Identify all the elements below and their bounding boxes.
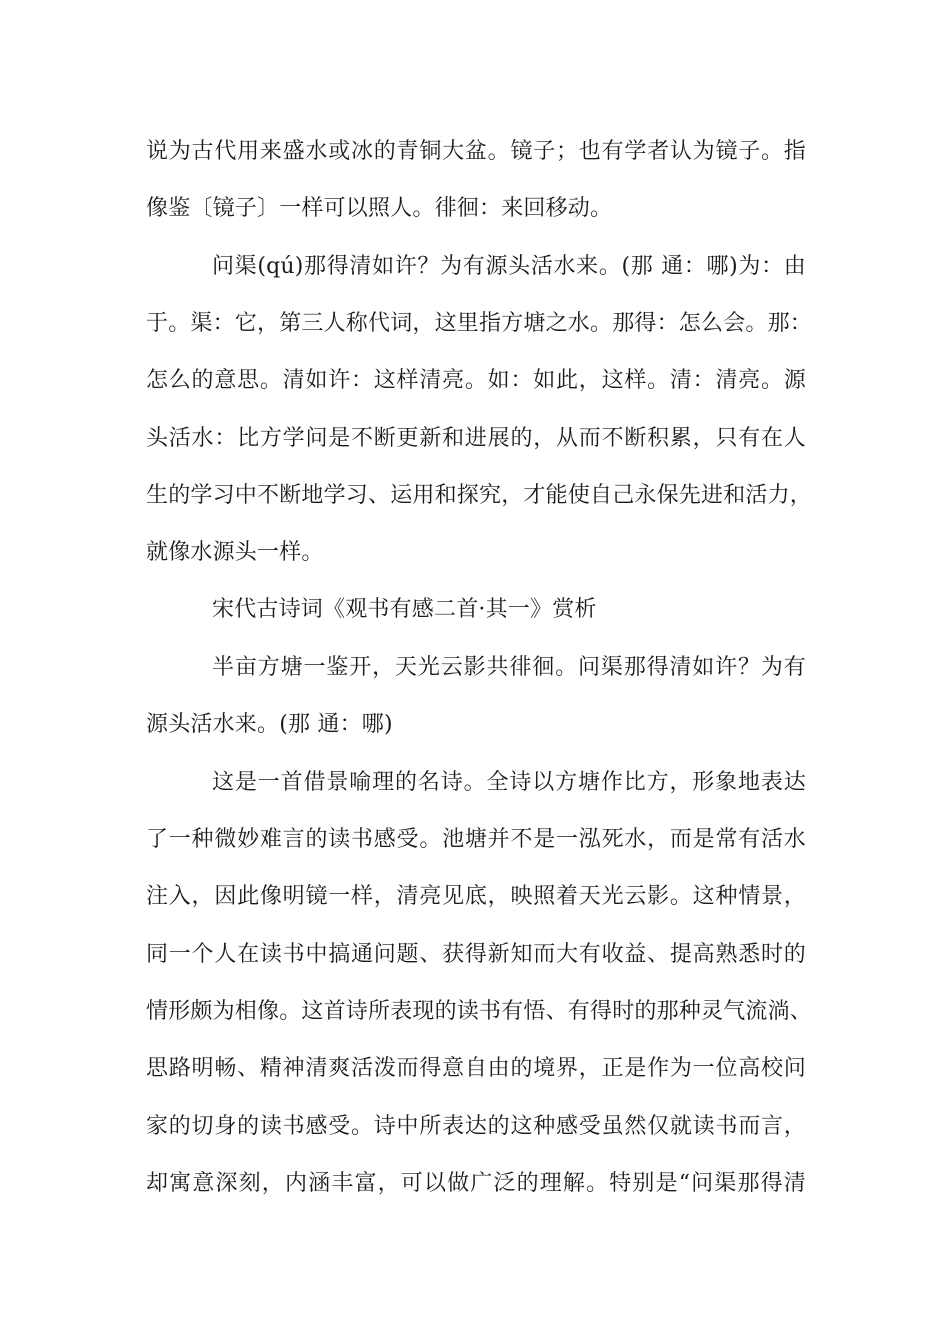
- text-line: 这是一首借景喻理的名诗。全诗以方塘作比方，形象地表达: [212, 770, 806, 795]
- text-line: 注入，因此像明镜一样，清亮见底，映照着天光云影。这种情景，: [146, 884, 806, 909]
- text-line: 像鉴〔镜子〕一样可以照人。徘徊：来回移动。: [146, 196, 613, 221]
- text-line: 于。渠：它，第三人称代词，这里指方塘之水。那得：怎么会。那：: [146, 311, 813, 336]
- text-line: 半亩方塘一鉴开，天光云影共徘徊。问渠那得清如许？为有: [212, 655, 806, 680]
- text-line: 就像水源头一样。: [146, 540, 324, 565]
- text-line: 头活水：比方学问是不断更新和进展的，从而不断积累，只有在人: [146, 426, 806, 451]
- text-line: 说为古代用来盛水或冰的青铜大盆。镜子；也有学者认为镜子。指: [146, 139, 806, 164]
- text-line: 源头活水来。(那 通：哪): [146, 712, 393, 737]
- section-heading: 宋代古诗词《观书有感二首·其一》赏析: [212, 597, 597, 622]
- text-line: 怎么的意思。清如许：这样清亮。如：如此，这样。清：清亮。源: [146, 368, 806, 393]
- text-line: 情形颇为相像。这首诗所表现的读书有悟、有得时的那种灵气流淌、: [146, 999, 813, 1024]
- text-line: 思路明畅、精神清爽活泼而得意自由的境界，正是作为一位高校问: [146, 1056, 806, 1081]
- text-line: 却寓意深刻，内涵丰富，可以做广泛的理解。特别是“问渠那得清: [146, 1171, 806, 1196]
- text-line: 生的学习中不断地学习、运用和探究，才能使自己永保先进和活力，: [146, 483, 813, 508]
- text-line: 问渠(qú)那得清如许？为有源头活水来。(那 通：哪)为：由: [212, 254, 806, 279]
- text-line: 家的切身的读书感受。诗中所表达的这种感受虽然仅就读书而言，: [146, 1114, 806, 1139]
- text-line: 同一个人在读书中搞通问题、获得新知而大有收益、提高熟悉时的: [146, 942, 806, 967]
- text-line: 了一种微妙难言的读书感受。池塘并不是一泓死水，而是常有活水: [146, 827, 806, 852]
